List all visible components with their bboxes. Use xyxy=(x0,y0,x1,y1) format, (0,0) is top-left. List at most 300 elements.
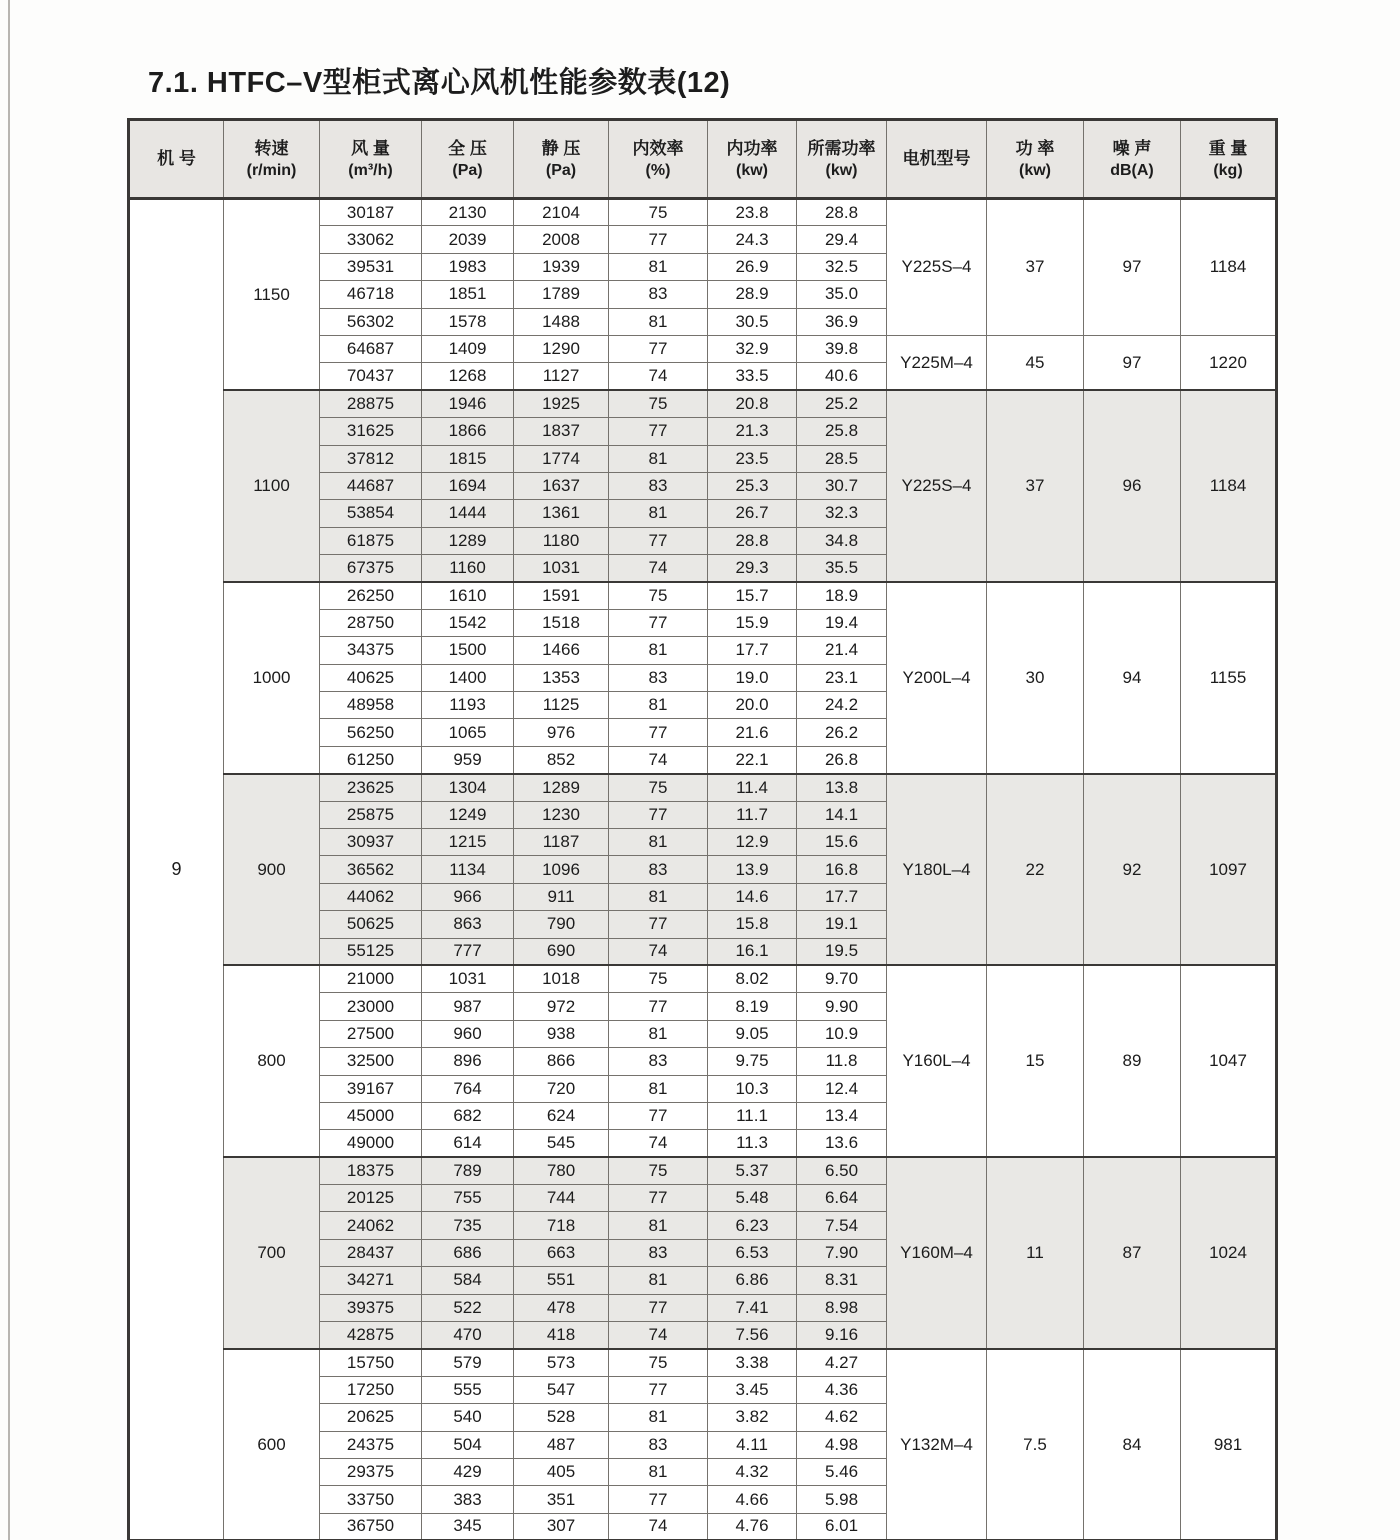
cell-internal-power: 29.3 xyxy=(708,555,797,582)
cell-air-volume: 46718 xyxy=(320,281,422,308)
cell-total-pressure: 987 xyxy=(422,993,514,1020)
rpm-cell: 800 xyxy=(224,965,320,1157)
cell-required-power: 34.8 xyxy=(797,527,887,554)
table-row xyxy=(129,965,1277,992)
cell-efficiency: 77 xyxy=(609,1185,708,1212)
cell-static-pressure: 780 xyxy=(514,1157,609,1184)
rpm-cell: 1100 xyxy=(224,390,320,582)
cell-air-volume: 44687 xyxy=(320,472,422,499)
cell-required-power: 40.6 xyxy=(797,363,887,390)
cell-internal-power: 13.9 xyxy=(708,856,797,883)
weight-cell: 1097 xyxy=(1181,774,1277,966)
cell-air-volume: 20125 xyxy=(320,1185,422,1212)
cell-total-pressure: 1866 xyxy=(422,418,514,445)
cell-static-pressure: 1180 xyxy=(514,527,609,554)
cell-static-pressure: 911 xyxy=(514,883,609,910)
cell-internal-power: 16.1 xyxy=(708,938,797,965)
cell-internal-power: 30.5 xyxy=(708,308,797,335)
cell-required-power: 15.6 xyxy=(797,828,887,855)
cell-air-volume: 28750 xyxy=(320,609,422,636)
header-required-power: 所需功率 (kw) xyxy=(797,120,887,199)
cell-total-pressure: 579 xyxy=(422,1349,514,1376)
cell-static-pressure: 1466 xyxy=(514,637,609,664)
cell-efficiency: 81 xyxy=(609,1404,708,1431)
cell-efficiency: 81 xyxy=(609,1458,708,1485)
cell-required-power: 24.2 xyxy=(797,692,887,719)
table-row xyxy=(129,1157,1277,1184)
cell-static-pressure: 744 xyxy=(514,1185,609,1212)
cell-air-volume: 49000 xyxy=(320,1130,422,1157)
cell-internal-power: 22.1 xyxy=(708,746,797,773)
cell-air-volume: 26250 xyxy=(320,582,422,609)
cell-total-pressure: 1304 xyxy=(422,774,514,801)
cell-air-volume: 18375 xyxy=(320,1157,422,1184)
cell-air-volume: 29375 xyxy=(320,1458,422,1485)
cell-internal-power: 15.7 xyxy=(708,582,797,609)
cell-internal-power: 4.32 xyxy=(708,1458,797,1485)
rpm-cell: 700 xyxy=(224,1157,320,1349)
header-weight: 重 量 (kg) xyxy=(1181,120,1277,199)
cell-required-power: 13.8 xyxy=(797,774,887,801)
cell-efficiency: 77 xyxy=(609,801,708,828)
cell-static-pressure: 1127 xyxy=(514,363,609,390)
cell-total-pressure: 1065 xyxy=(422,719,514,746)
cell-efficiency: 74 xyxy=(609,1130,708,1157)
cell-required-power: 39.8 xyxy=(797,335,887,362)
cell-required-power: 10.9 xyxy=(797,1020,887,1047)
cell-internal-power: 7.56 xyxy=(708,1322,797,1349)
cell-total-pressure: 1031 xyxy=(422,965,514,992)
cell-internal-power: 23.8 xyxy=(708,199,797,226)
cell-internal-power: 3.45 xyxy=(708,1376,797,1403)
header-speed: 转速 (r/min) xyxy=(224,120,320,199)
cell-total-pressure: 1215 xyxy=(422,828,514,855)
cell-total-pressure: 2130 xyxy=(422,199,514,226)
cell-static-pressure: 1031 xyxy=(514,555,609,582)
cell-required-power: 26.8 xyxy=(797,746,887,773)
cell-internal-power: 20.0 xyxy=(708,692,797,719)
cell-required-power: 5.46 xyxy=(797,1458,887,1485)
cell-static-pressure: 1774 xyxy=(514,445,609,472)
cell-total-pressure: 735 xyxy=(422,1212,514,1239)
cell-static-pressure: 972 xyxy=(514,993,609,1020)
cell-total-pressure: 789 xyxy=(422,1157,514,1184)
cell-total-pressure: 1500 xyxy=(422,637,514,664)
cell-required-power: 14.1 xyxy=(797,801,887,828)
cell-required-power: 4.98 xyxy=(797,1431,887,1458)
cell-required-power: 9.16 xyxy=(797,1322,887,1349)
cell-internal-power: 9.75 xyxy=(708,1048,797,1075)
cell-air-volume: 61250 xyxy=(320,746,422,773)
cell-total-pressure: 960 xyxy=(422,1020,514,1047)
cell-total-pressure: 1578 xyxy=(422,308,514,335)
cell-internal-power: 11.1 xyxy=(708,1102,797,1129)
cell-internal-power: 3.82 xyxy=(708,1404,797,1431)
cell-efficiency: 77 xyxy=(609,1294,708,1321)
cell-required-power: 36.9 xyxy=(797,308,887,335)
cell-efficiency: 83 xyxy=(609,1239,708,1266)
header-static-pressure: 静 压 (Pa) xyxy=(514,120,609,199)
motor-power-cell: 7.5 xyxy=(987,1349,1084,1540)
cell-air-volume: 53854 xyxy=(320,500,422,527)
cell-static-pressure: 2104 xyxy=(514,199,609,226)
cell-required-power: 26.2 xyxy=(797,719,887,746)
cell-efficiency: 77 xyxy=(609,1376,708,1403)
motor-power-cell: 15 xyxy=(987,965,1084,1157)
cell-static-pressure: 528 xyxy=(514,1404,609,1431)
motor-power-cell: 45 xyxy=(987,335,1084,390)
cell-required-power: 6.64 xyxy=(797,1185,887,1212)
cell-static-pressure: 478 xyxy=(514,1294,609,1321)
motor-power-cell: 11 xyxy=(987,1157,1084,1349)
cell-air-volume: 27500 xyxy=(320,1020,422,1047)
cell-total-pressure: 1249 xyxy=(422,801,514,828)
cell-required-power: 23.1 xyxy=(797,664,887,691)
cell-efficiency: 75 xyxy=(609,199,708,226)
cell-total-pressure: 540 xyxy=(422,1404,514,1431)
cell-total-pressure: 383 xyxy=(422,1486,514,1513)
motor-power-cell: 22 xyxy=(987,774,1084,966)
cell-air-volume: 67375 xyxy=(320,555,422,582)
cell-required-power: 32.3 xyxy=(797,500,887,527)
cell-required-power: 4.36 xyxy=(797,1376,887,1403)
cell-efficiency: 83 xyxy=(609,1431,708,1458)
cell-total-pressure: 1400 xyxy=(422,664,514,691)
cell-required-power: 18.9 xyxy=(797,582,887,609)
cell-required-power: 8.31 xyxy=(797,1267,887,1294)
header-total-pressure: 全 压 (Pa) xyxy=(422,120,514,199)
cell-required-power: 19.4 xyxy=(797,609,887,636)
cell-air-volume: 23000 xyxy=(320,993,422,1020)
cell-required-power: 4.27 xyxy=(797,1349,887,1376)
motor-model-cell: Y225S–4 xyxy=(887,390,987,582)
cell-total-pressure: 614 xyxy=(422,1130,514,1157)
motor-model-cell: Y160L–4 xyxy=(887,965,987,1157)
cell-efficiency: 81 xyxy=(609,828,708,855)
cell-total-pressure: 1610 xyxy=(422,582,514,609)
cell-internal-power: 4.66 xyxy=(708,1486,797,1513)
cell-required-power: 8.98 xyxy=(797,1294,887,1321)
cell-efficiency: 81 xyxy=(609,692,708,719)
cell-static-pressure: 1187 xyxy=(514,828,609,855)
cell-internal-power: 14.6 xyxy=(708,883,797,910)
table-row xyxy=(129,774,1277,801)
cell-efficiency: 81 xyxy=(609,883,708,910)
cell-static-pressure: 1939 xyxy=(514,253,609,280)
cell-static-pressure: 1289 xyxy=(514,774,609,801)
cell-air-volume: 30937 xyxy=(320,828,422,855)
cell-total-pressure: 1409 xyxy=(422,335,514,362)
cell-internal-power: 5.37 xyxy=(708,1157,797,1184)
cell-required-power: 19.5 xyxy=(797,938,887,965)
cell-internal-power: 28.8 xyxy=(708,527,797,554)
cell-static-pressure: 1591 xyxy=(514,582,609,609)
cell-efficiency: 81 xyxy=(609,1020,708,1047)
cell-total-pressure: 345 xyxy=(422,1513,514,1540)
noise-cell: 89 xyxy=(1084,965,1181,1157)
cell-efficiency: 75 xyxy=(609,390,708,417)
table-row xyxy=(129,390,1277,417)
cell-internal-power: 6.23 xyxy=(708,1212,797,1239)
cell-static-pressure: 718 xyxy=(514,1212,609,1239)
cell-total-pressure: 1444 xyxy=(422,500,514,527)
cell-efficiency: 81 xyxy=(609,1075,708,1102)
cell-efficiency: 77 xyxy=(609,911,708,938)
cell-static-pressure: 1125 xyxy=(514,692,609,719)
cell-air-volume: 34271 xyxy=(320,1267,422,1294)
cell-internal-power: 6.53 xyxy=(708,1239,797,1266)
cell-required-power: 17.7 xyxy=(797,883,887,910)
cell-air-volume: 24062 xyxy=(320,1212,422,1239)
cell-total-pressure: 555 xyxy=(422,1376,514,1403)
cell-static-pressure: 307 xyxy=(514,1513,609,1540)
cell-air-volume: 61875 xyxy=(320,527,422,554)
cell-air-volume: 21000 xyxy=(320,965,422,992)
cell-static-pressure: 1230 xyxy=(514,801,609,828)
cell-internal-power: 3.38 xyxy=(708,1349,797,1376)
noise-cell: 92 xyxy=(1084,774,1181,966)
cell-efficiency: 77 xyxy=(609,1486,708,1513)
cell-total-pressure: 1946 xyxy=(422,390,514,417)
motor-model-cell: Y160M–4 xyxy=(887,1157,987,1349)
cell-required-power: 7.90 xyxy=(797,1239,887,1266)
header-motor-power: 功 率 (kw) xyxy=(987,120,1084,199)
table-row xyxy=(129,1349,1277,1376)
cell-required-power: 30.7 xyxy=(797,472,887,499)
cell-air-volume: 64687 xyxy=(320,335,422,362)
weight-cell: 1047 xyxy=(1181,965,1277,1157)
cell-air-volume: 56302 xyxy=(320,308,422,335)
cell-air-volume: 50625 xyxy=(320,911,422,938)
cell-air-volume: 40625 xyxy=(320,664,422,691)
cell-air-volume: 70437 xyxy=(320,363,422,390)
cell-internal-power: 4.11 xyxy=(708,1431,797,1458)
cell-total-pressure: 863 xyxy=(422,911,514,938)
cell-air-volume: 39531 xyxy=(320,253,422,280)
cell-efficiency: 81 xyxy=(609,445,708,472)
cell-internal-power: 12.9 xyxy=(708,828,797,855)
cell-required-power: 6.50 xyxy=(797,1157,887,1184)
cell-static-pressure: 547 xyxy=(514,1376,609,1403)
cell-required-power: 29.4 xyxy=(797,226,887,253)
cell-efficiency: 81 xyxy=(609,500,708,527)
cell-total-pressure: 1193 xyxy=(422,692,514,719)
cell-total-pressure: 1694 xyxy=(422,472,514,499)
cell-required-power: 11.8 xyxy=(797,1048,887,1075)
cell-efficiency: 74 xyxy=(609,746,708,773)
cell-air-volume: 36562 xyxy=(320,856,422,883)
cell-efficiency: 77 xyxy=(609,609,708,636)
cell-internal-power: 15.9 xyxy=(708,609,797,636)
cell-air-volume: 33750 xyxy=(320,1486,422,1513)
table-row xyxy=(129,582,1277,609)
cell-internal-power: 28.9 xyxy=(708,281,797,308)
cell-efficiency: 83 xyxy=(609,472,708,499)
cell-total-pressure: 470 xyxy=(422,1322,514,1349)
cell-internal-power: 25.3 xyxy=(708,472,797,499)
cell-efficiency: 75 xyxy=(609,1349,708,1376)
cell-efficiency: 74 xyxy=(609,938,708,965)
cell-internal-power: 26.9 xyxy=(708,253,797,280)
cell-static-pressure: 1018 xyxy=(514,965,609,992)
cell-static-pressure: 938 xyxy=(514,1020,609,1047)
cell-internal-power: 32.9 xyxy=(708,335,797,362)
cell-static-pressure: 690 xyxy=(514,938,609,965)
cell-static-pressure: 976 xyxy=(514,719,609,746)
cell-required-power: 7.54 xyxy=(797,1212,887,1239)
header-internal-efficiency: 内效率 (%) xyxy=(609,120,708,199)
cell-total-pressure: 2039 xyxy=(422,226,514,253)
cell-air-volume: 33062 xyxy=(320,226,422,253)
motor-power-cell: 37 xyxy=(987,390,1084,582)
cell-required-power: 35.0 xyxy=(797,281,887,308)
cell-required-power: 13.4 xyxy=(797,1102,887,1129)
cell-static-pressure: 1096 xyxy=(514,856,609,883)
cell-total-pressure: 504 xyxy=(422,1431,514,1458)
cell-required-power: 13.6 xyxy=(797,1130,887,1157)
noise-cell: 87 xyxy=(1084,1157,1181,1349)
cell-required-power: 16.8 xyxy=(797,856,887,883)
cell-air-volume: 25875 xyxy=(320,801,422,828)
weight-cell: 981 xyxy=(1181,1349,1277,1540)
cell-static-pressure: 1361 xyxy=(514,500,609,527)
cell-static-pressure: 790 xyxy=(514,911,609,938)
rpm-cell: 900 xyxy=(224,774,320,966)
cell-static-pressure: 720 xyxy=(514,1075,609,1102)
cell-total-pressure: 429 xyxy=(422,1458,514,1485)
cell-efficiency: 75 xyxy=(609,965,708,992)
table-header xyxy=(129,120,1277,199)
cell-static-pressure: 1637 xyxy=(514,472,609,499)
cell-total-pressure: 1160 xyxy=(422,555,514,582)
motor-model-cell: Y200L–4 xyxy=(887,582,987,774)
cell-total-pressure: 1289 xyxy=(422,527,514,554)
cell-static-pressure: 545 xyxy=(514,1130,609,1157)
cell-efficiency: 77 xyxy=(609,527,708,554)
cell-internal-power: 6.86 xyxy=(708,1267,797,1294)
cell-static-pressure: 2008 xyxy=(514,226,609,253)
cell-efficiency: 83 xyxy=(609,1048,708,1075)
cell-total-pressure: 682 xyxy=(422,1102,514,1129)
rpm-cell: 600 xyxy=(224,1349,320,1540)
noise-cell: 84 xyxy=(1084,1349,1181,1540)
cell-air-volume: 39167 xyxy=(320,1075,422,1102)
cell-internal-power: 10.3 xyxy=(708,1075,797,1102)
cell-total-pressure: 1851 xyxy=(422,281,514,308)
cell-efficiency: 77 xyxy=(609,1102,708,1129)
cell-static-pressure: 551 xyxy=(514,1267,609,1294)
cell-efficiency: 75 xyxy=(609,582,708,609)
cell-static-pressure: 351 xyxy=(514,1486,609,1513)
cell-air-volume: 45000 xyxy=(320,1102,422,1129)
noise-cell: 97 xyxy=(1084,199,1181,336)
cell-static-pressure: 573 xyxy=(514,1349,609,1376)
cell-required-power: 9.70 xyxy=(797,965,887,992)
cell-required-power: 5.98 xyxy=(797,1486,887,1513)
cell-required-power: 9.90 xyxy=(797,993,887,1020)
cell-efficiency: 81 xyxy=(609,637,708,664)
cell-total-pressure: 1542 xyxy=(422,609,514,636)
cell-static-pressure: 1290 xyxy=(514,335,609,362)
cell-required-power: 32.5 xyxy=(797,253,887,280)
cell-static-pressure: 1353 xyxy=(514,664,609,691)
cell-total-pressure: 959 xyxy=(422,746,514,773)
cell-air-volume: 17250 xyxy=(320,1376,422,1403)
page-edge-line xyxy=(8,0,10,1540)
cell-efficiency: 77 xyxy=(609,335,708,362)
page-title: 7.1. HTFC–V型柜式离心风机性能参数表(12) xyxy=(148,67,731,99)
cell-required-power: 19.1 xyxy=(797,911,887,938)
cell-efficiency: 77 xyxy=(609,993,708,1020)
cell-air-volume: 28437 xyxy=(320,1239,422,1266)
cell-air-volume: 55125 xyxy=(320,938,422,965)
cell-required-power: 21.4 xyxy=(797,637,887,664)
cell-efficiency: 83 xyxy=(609,856,708,883)
cell-efficiency: 74 xyxy=(609,363,708,390)
cell-internal-power: 24.3 xyxy=(708,226,797,253)
cell-internal-power: 5.48 xyxy=(708,1185,797,1212)
cell-air-volume: 42875 xyxy=(320,1322,422,1349)
cell-internal-power: 11.3 xyxy=(708,1130,797,1157)
cell-total-pressure: 755 xyxy=(422,1185,514,1212)
cell-internal-power: 20.8 xyxy=(708,390,797,417)
cell-efficiency: 77 xyxy=(609,226,708,253)
fan-performance-table xyxy=(127,118,1278,1540)
cell-air-volume: 15750 xyxy=(320,1349,422,1376)
cell-air-volume: 20625 xyxy=(320,1404,422,1431)
weight-cell: 1184 xyxy=(1181,390,1277,582)
cell-internal-power: 26.7 xyxy=(708,500,797,527)
cell-internal-power: 9.05 xyxy=(708,1020,797,1047)
weight-cell: 1220 xyxy=(1181,335,1277,390)
cell-total-pressure: 1268 xyxy=(422,363,514,390)
motor-model-cell: Y225M–4 xyxy=(887,335,987,390)
cell-efficiency: 75 xyxy=(609,774,708,801)
cell-required-power: 25.2 xyxy=(797,390,887,417)
cell-total-pressure: 584 xyxy=(422,1267,514,1294)
cell-total-pressure: 522 xyxy=(422,1294,514,1321)
cell-internal-power: 23.5 xyxy=(708,445,797,472)
cell-internal-power: 15.8 xyxy=(708,911,797,938)
motor-power-cell: 37 xyxy=(987,199,1084,336)
motor-model-cell: Y180L–4 xyxy=(887,774,987,966)
rpm-cell: 1000 xyxy=(224,582,320,774)
cell-air-volume: 34375 xyxy=(320,637,422,664)
cell-internal-power: 21.3 xyxy=(708,418,797,445)
cell-internal-power: 17.7 xyxy=(708,637,797,664)
cell-efficiency: 83 xyxy=(609,664,708,691)
cell-required-power: 28.5 xyxy=(797,445,887,472)
motor-power-cell: 30 xyxy=(987,582,1084,774)
cell-static-pressure: 418 xyxy=(514,1322,609,1349)
cell-total-pressure: 777 xyxy=(422,938,514,965)
cell-air-volume: 37812 xyxy=(320,445,422,472)
cell-efficiency: 77 xyxy=(609,418,708,445)
cell-static-pressure: 852 xyxy=(514,746,609,773)
cell-efficiency: 81 xyxy=(609,1212,708,1239)
cell-air-volume: 56250 xyxy=(320,719,422,746)
cell-efficiency: 75 xyxy=(609,1157,708,1184)
cell-static-pressure: 663 xyxy=(514,1239,609,1266)
cell-internal-power: 8.02 xyxy=(708,965,797,992)
cell-air-volume: 32500 xyxy=(320,1048,422,1075)
table-row xyxy=(129,199,1277,226)
cell-total-pressure: 896 xyxy=(422,1048,514,1075)
cell-static-pressure: 1837 xyxy=(514,418,609,445)
cell-static-pressure: 1488 xyxy=(514,308,609,335)
noise-cell: 97 xyxy=(1084,335,1181,390)
cell-efficiency: 83 xyxy=(609,281,708,308)
